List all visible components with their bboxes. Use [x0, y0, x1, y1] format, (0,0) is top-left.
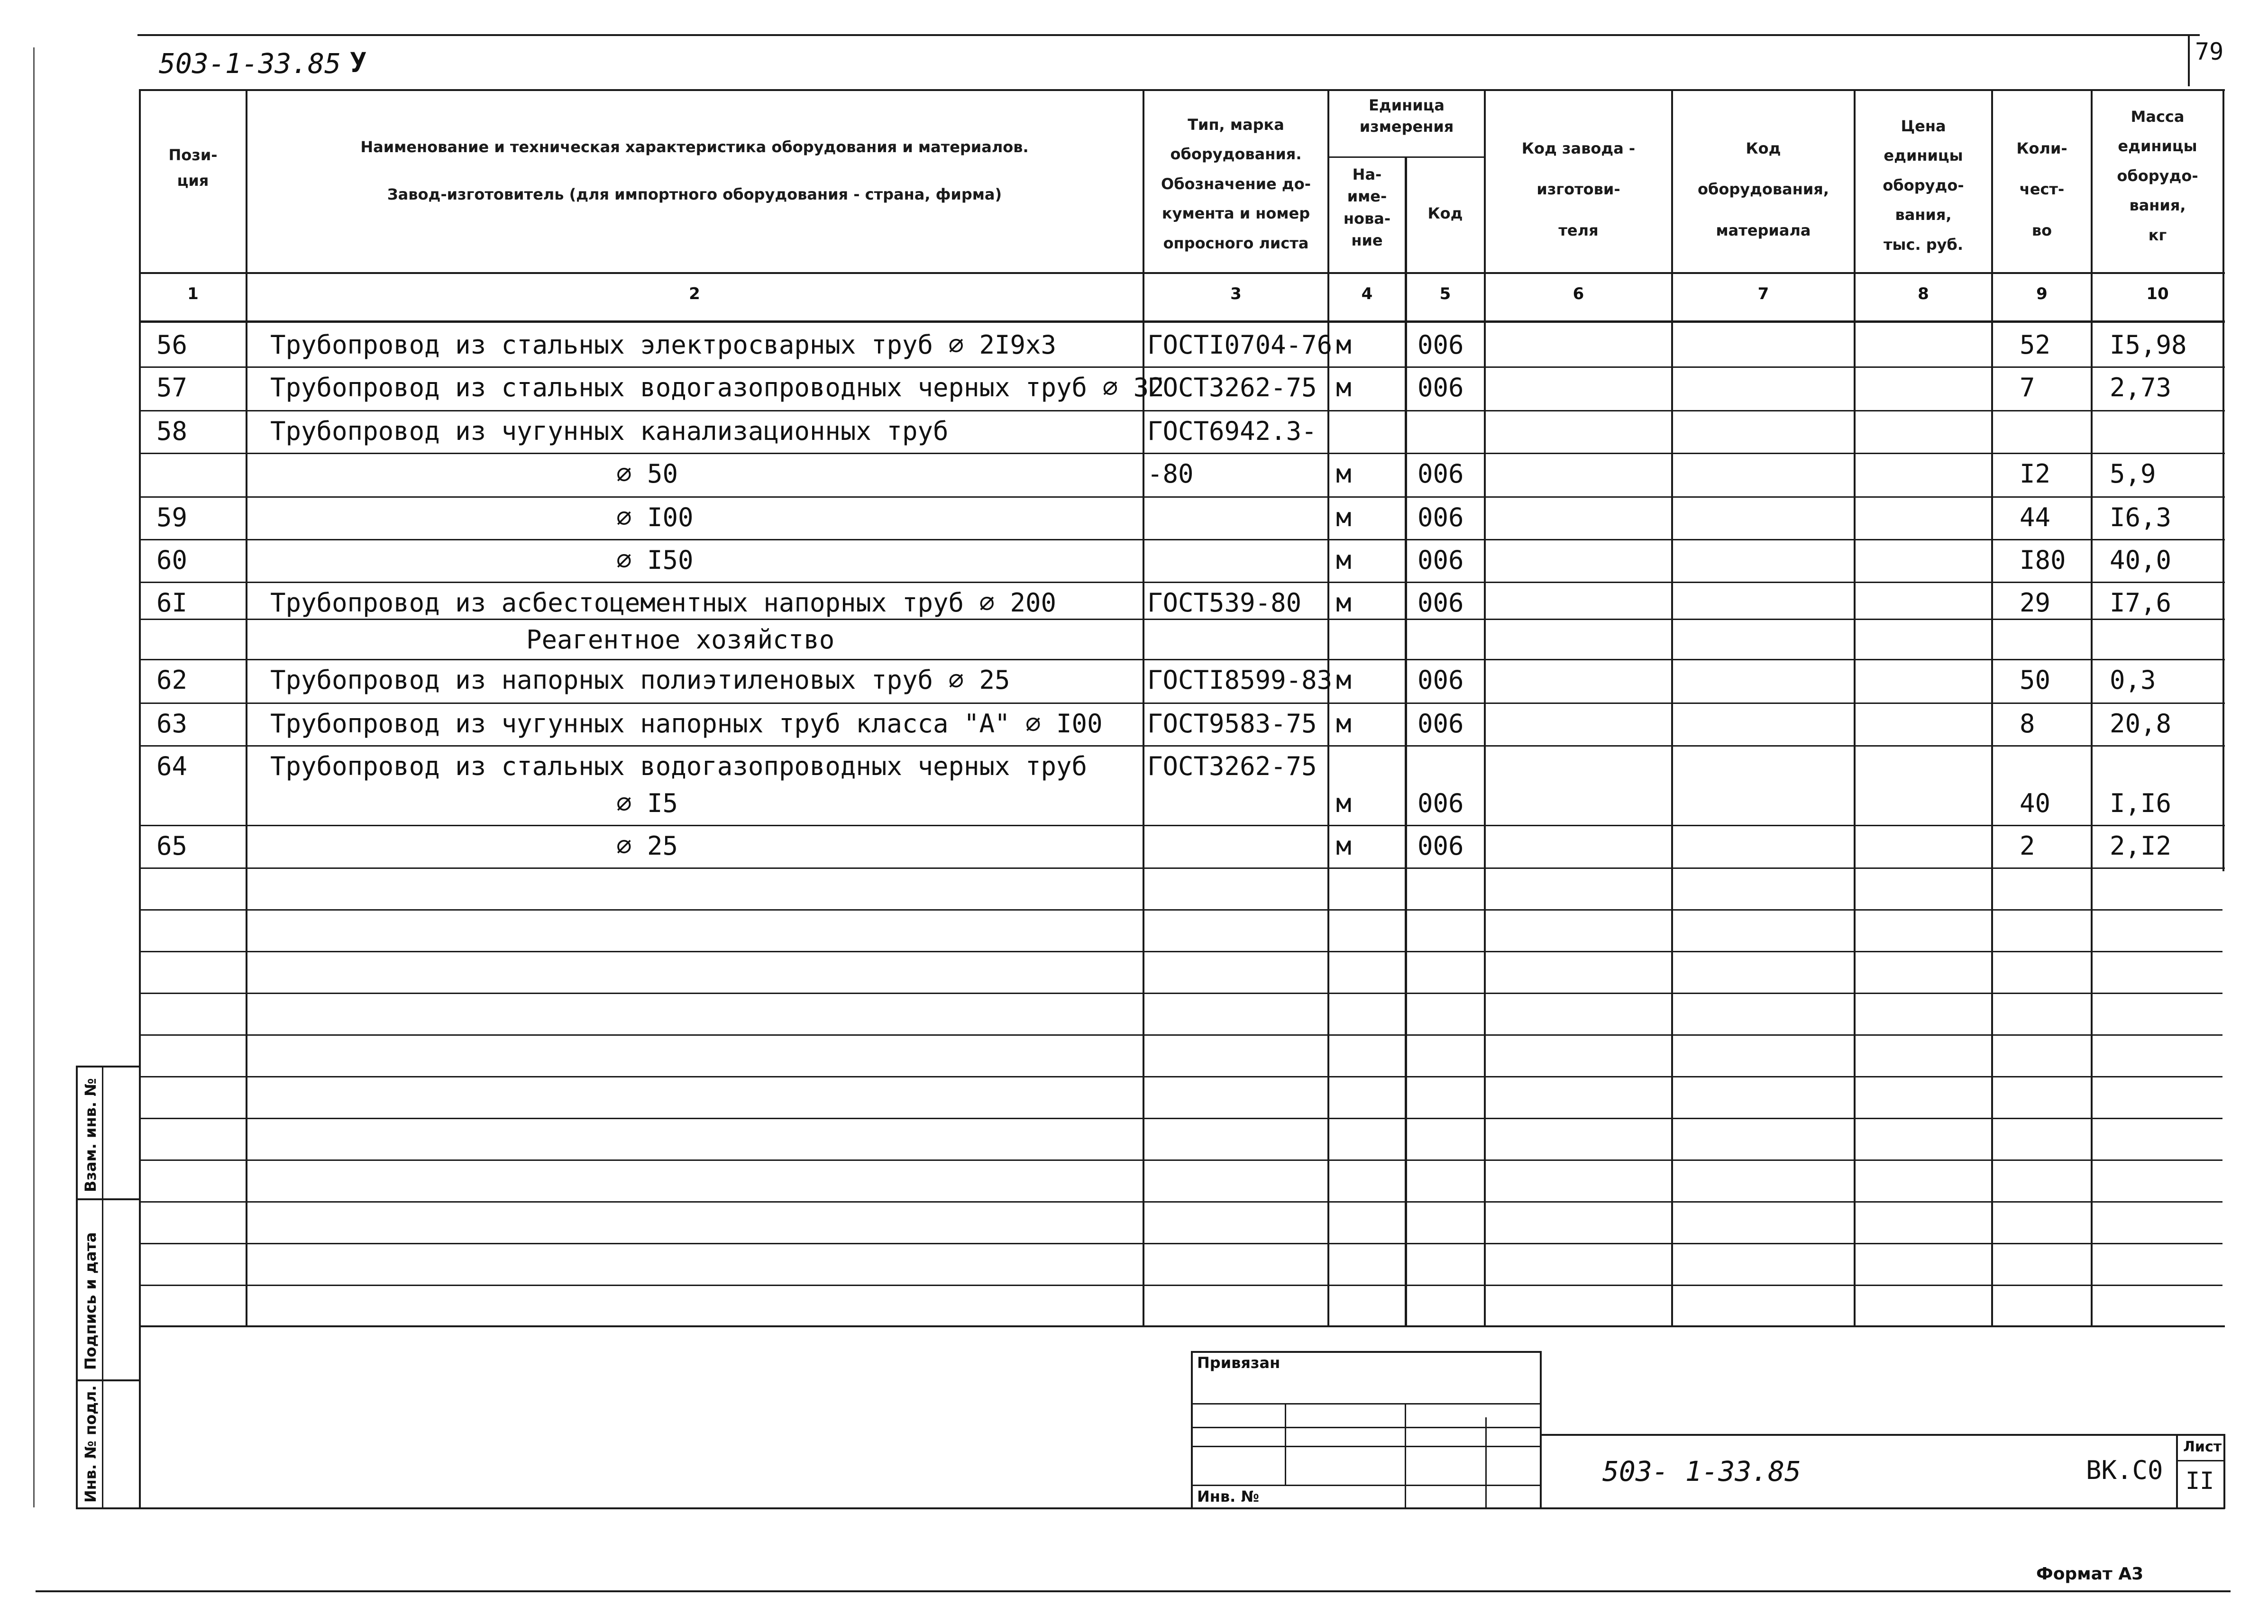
col-line-2: [1143, 89, 1144, 1326]
cell-name: ∅ I5: [616, 788, 678, 818]
header-factory-code: Код завода - изготови- теля: [1521, 139, 1636, 239]
cell-unit: м: [1336, 588, 1352, 618]
stamp-label-replaced: Взам. инв. №: [82, 1078, 100, 1192]
cell-doc: ГОСТI8599-83: [1147, 665, 1333, 695]
cell-unit: м: [1336, 709, 1352, 739]
col-line-3: [1327, 89, 1329, 1326]
header-name-line1: Наименование и техническая характеристика оборудования и материалов.: [360, 138, 1029, 156]
top-border-line: [137, 34, 2200, 36]
left-margin-line: [33, 47, 35, 1507]
cell-doc: ГОСТ3262-75: [1147, 751, 1317, 781]
cell-name: ∅ I00: [616, 502, 694, 532]
cell-pos: 6I: [156, 588, 188, 618]
col-line-9: [2091, 89, 2093, 1326]
cell-doc: ГОСТ6942.3-: [1147, 416, 1317, 446]
stamp-top-line: [76, 1066, 139, 1067]
colnum-1: 1: [187, 284, 199, 303]
colnum-9: 9: [2036, 284, 2048, 303]
col-line-1: [246, 89, 247, 1326]
cell-mass: 0,3: [2110, 665, 2156, 695]
cell-code: 006: [1418, 502, 1464, 532]
cell-mass: I,I6: [2110, 788, 2172, 818]
cell-qty: 40: [2020, 788, 2051, 818]
cell-qty: 44: [2020, 502, 2051, 532]
empty-row-separator: [139, 993, 2222, 994]
header-quantity: Коли- чест- во: [2016, 139, 2067, 239]
header-unit-code: Код: [1427, 204, 1463, 222]
colnum-3: 3: [1230, 284, 1242, 303]
cell-mass: 40,0: [2110, 545, 2172, 575]
cell-mass: I6,3: [2110, 502, 2172, 532]
col-line-6: [1671, 89, 1673, 1326]
header-bottom-line: [139, 272, 2225, 274]
cell-qty: 50: [2020, 665, 2051, 695]
cell-code: 006: [1418, 665, 1464, 695]
stamp-mid-line: [102, 1066, 103, 1509]
cell-qty: 2: [2020, 831, 2035, 861]
cell-unit: м: [1336, 373, 1352, 402]
cell-pos: 60: [156, 545, 188, 575]
row-separator: [139, 825, 2225, 826]
cell-name: ∅ 25: [616, 831, 678, 861]
colnum-4: 4: [1361, 284, 1373, 303]
cell-code: 006: [1418, 459, 1464, 489]
col-line-8: [1991, 89, 1993, 1326]
colnum-5: 5: [1439, 284, 1451, 303]
cell-qty: 29: [2020, 588, 2051, 618]
cell-unit: м: [1336, 502, 1352, 532]
cell-qty: 7: [2020, 373, 2035, 402]
cell-unit: м: [1336, 459, 1352, 489]
inv-label: Инв. №: [1197, 1487, 1259, 1505]
bottom-format-line: [36, 1590, 2231, 1592]
colnum-7: 7: [1757, 284, 1769, 303]
page-number: 79: [2195, 38, 2224, 65]
cell-doc: ГОСТ3262-75: [1147, 373, 1317, 402]
cell-doc: ГОСТ539-80: [1147, 588, 1302, 618]
row-separator: [139, 539, 2225, 540]
bound-label: Привязан: [1197, 1354, 1280, 1372]
tb-col-3: [1485, 1417, 1487, 1507]
cell-code: 006: [1418, 588, 1464, 618]
cell-code: 006: [1418, 788, 1464, 818]
cell-mass: 2,73: [2110, 373, 2172, 402]
col-line-10: [2222, 89, 2224, 871]
colnum-6: 6: [1573, 284, 1584, 303]
sheet-code: ВК.С0: [2086, 1455, 2163, 1485]
cell-mass: I7,6: [2110, 588, 2172, 618]
sheet-number: II: [2186, 1467, 2214, 1495]
stamp-label-inventory: Инв. № подл.: [82, 1385, 100, 1503]
cell-name: Трубопровод из стальных водогазопроводных черных труб: [270, 751, 1088, 781]
cell-unit: м: [1336, 665, 1352, 695]
stamp-bottom-line: [76, 1507, 2225, 1509]
cell-pos: 62: [156, 665, 188, 695]
cell-unit: м: [1336, 330, 1352, 360]
cell-doc: ГОСТI0704-76: [1147, 330, 1333, 360]
cell-unit: м: [1336, 545, 1352, 575]
doc-code-top: 503-1-33.85: [159, 47, 341, 80]
cell-pos: 63: [156, 709, 188, 739]
stamp-label-signature: Подпись и дата: [82, 1232, 100, 1370]
col-line-4: [1405, 156, 1407, 1326]
cell-qty: I80: [2020, 545, 2066, 575]
table-bottom-line: [139, 1325, 2225, 1327]
header-type-doc: Тип, марка оборудования. Обозначение до- кумента и номер опросного листа: [1161, 116, 1311, 252]
header-position: Пози- ция: [168, 146, 218, 190]
cell-code: 006: [1418, 373, 1464, 402]
colnum-2: 2: [689, 284, 700, 303]
empty-row-separator: [139, 1118, 2222, 1119]
stamp-div-2: [76, 1379, 139, 1381]
empty-row-separator: [139, 1034, 2222, 1036]
stamp-left-line: [76, 1066, 78, 1509]
header-name-line2: Завод-изготовитель (для импортного оборудования - страна, фирма): [387, 185, 1002, 203]
doc-mark-top: У: [350, 46, 366, 79]
tb-row-4: [1191, 1485, 1542, 1486]
cell-name: Трубопровод из чугунных напорных труб класса "А" ∅ I00: [270, 709, 1103, 739]
cell-name: Трубопровод из напорных полиэтиленовых труб ∅ 25: [270, 665, 1010, 695]
header-unit-name: На- име- нова- ние: [1343, 165, 1391, 250]
cell-unit: м: [1336, 831, 1352, 861]
doc-code-bottom: 503- 1-33.85: [1602, 1455, 1802, 1487]
tb-main-top: [1540, 1434, 2225, 1436]
cell-code: 006: [1418, 709, 1464, 739]
row-separator: [139, 496, 2225, 498]
cell-qty: I2: [2020, 459, 2051, 489]
header-mass: Масса единицы оборудо- вания, кг: [2117, 108, 2198, 244]
cell-name: Трубопровод из стальных электросварных труб ∅ 2I9х3: [270, 330, 1057, 360]
tb-top-line: [1191, 1351, 1542, 1353]
cell-code: 006: [1418, 831, 1464, 861]
sheet-label: Лист: [2183, 1439, 2222, 1455]
empty-row-separator: [139, 1285, 2222, 1286]
empty-row-separator: [139, 951, 2222, 952]
format-label: Формат А3: [2036, 1564, 2144, 1584]
cell-qty: 52: [2020, 330, 2051, 360]
tb-row-2: [1191, 1427, 1542, 1428]
cell-pos: 58: [156, 416, 188, 446]
cell-unit: м: [1336, 788, 1352, 818]
cell-name: Трубопровод из стальных водогазопроводных черных труб ∅ 32: [270, 373, 1164, 402]
cell-pos: 64: [156, 751, 188, 781]
table-top-line: [139, 89, 2225, 91]
cell-doc: ГОСТ9583-75: [1147, 709, 1317, 739]
colnum-bottom-line: [139, 320, 2225, 323]
empty-row-separator: [139, 1076, 2222, 1077]
page-number-box-left: [2188, 34, 2190, 86]
sheet-box-left: [2176, 1434, 2178, 1509]
cell-code: 006: [1418, 330, 1464, 360]
cell-name: Трубопровод из чугунных канализационных труб: [270, 416, 949, 446]
cell-name: ∅ I50: [616, 545, 694, 575]
empty-row-separator: [139, 1201, 2222, 1203]
header-equipment-code: Код оборудования, материала: [1698, 139, 1829, 239]
cell-code: 006: [1418, 545, 1464, 575]
cell-name: Реагентное хозяйство: [526, 625, 835, 655]
cell-name: ∅ 50: [616, 459, 678, 489]
sheet-box-mid: [2176, 1460, 2225, 1461]
tb-col-1: [1285, 1403, 1286, 1485]
header-price: Цена единицы оборудо- вания, тыс. руб.: [1883, 117, 1964, 254]
stamp-div-1: [76, 1198, 139, 1200]
row-separator: [139, 867, 2225, 869]
cell-pos: 56: [156, 330, 188, 360]
cell-mass: 20,8: [2110, 709, 2172, 739]
col-line-7: [1854, 89, 1856, 1326]
cell-mass: 5,9: [2110, 459, 2156, 489]
cell-name: Трубопровод из асбестоцементных напорных труб ∅ 200: [270, 588, 1057, 618]
tb-row-1: [1191, 1403, 1542, 1405]
cell-pos: 57: [156, 373, 188, 402]
cell-pos: 59: [156, 502, 188, 532]
empty-row-separator: [139, 909, 2222, 911]
cell-qty: 8: [2020, 709, 2035, 739]
colnum-10: 10: [2146, 284, 2169, 303]
colnum-8: 8: [1918, 284, 1929, 303]
tb-right-border: [2223, 1434, 2225, 1509]
empty-row-separator: [139, 1159, 2222, 1161]
cell-pos: 65: [156, 831, 188, 861]
col-line-5: [1484, 89, 1486, 1326]
tb-row-3: [1191, 1446, 1542, 1447]
tb-col-2: [1405, 1403, 1406, 1507]
cell-doc: -80: [1147, 459, 1194, 489]
header-unit-group: Единица измерения: [1359, 96, 1454, 136]
cell-mass: I5,98: [2110, 330, 2187, 360]
empty-row-separator: [139, 1243, 2222, 1244]
cell-mass: 2,I2: [2110, 831, 2172, 861]
